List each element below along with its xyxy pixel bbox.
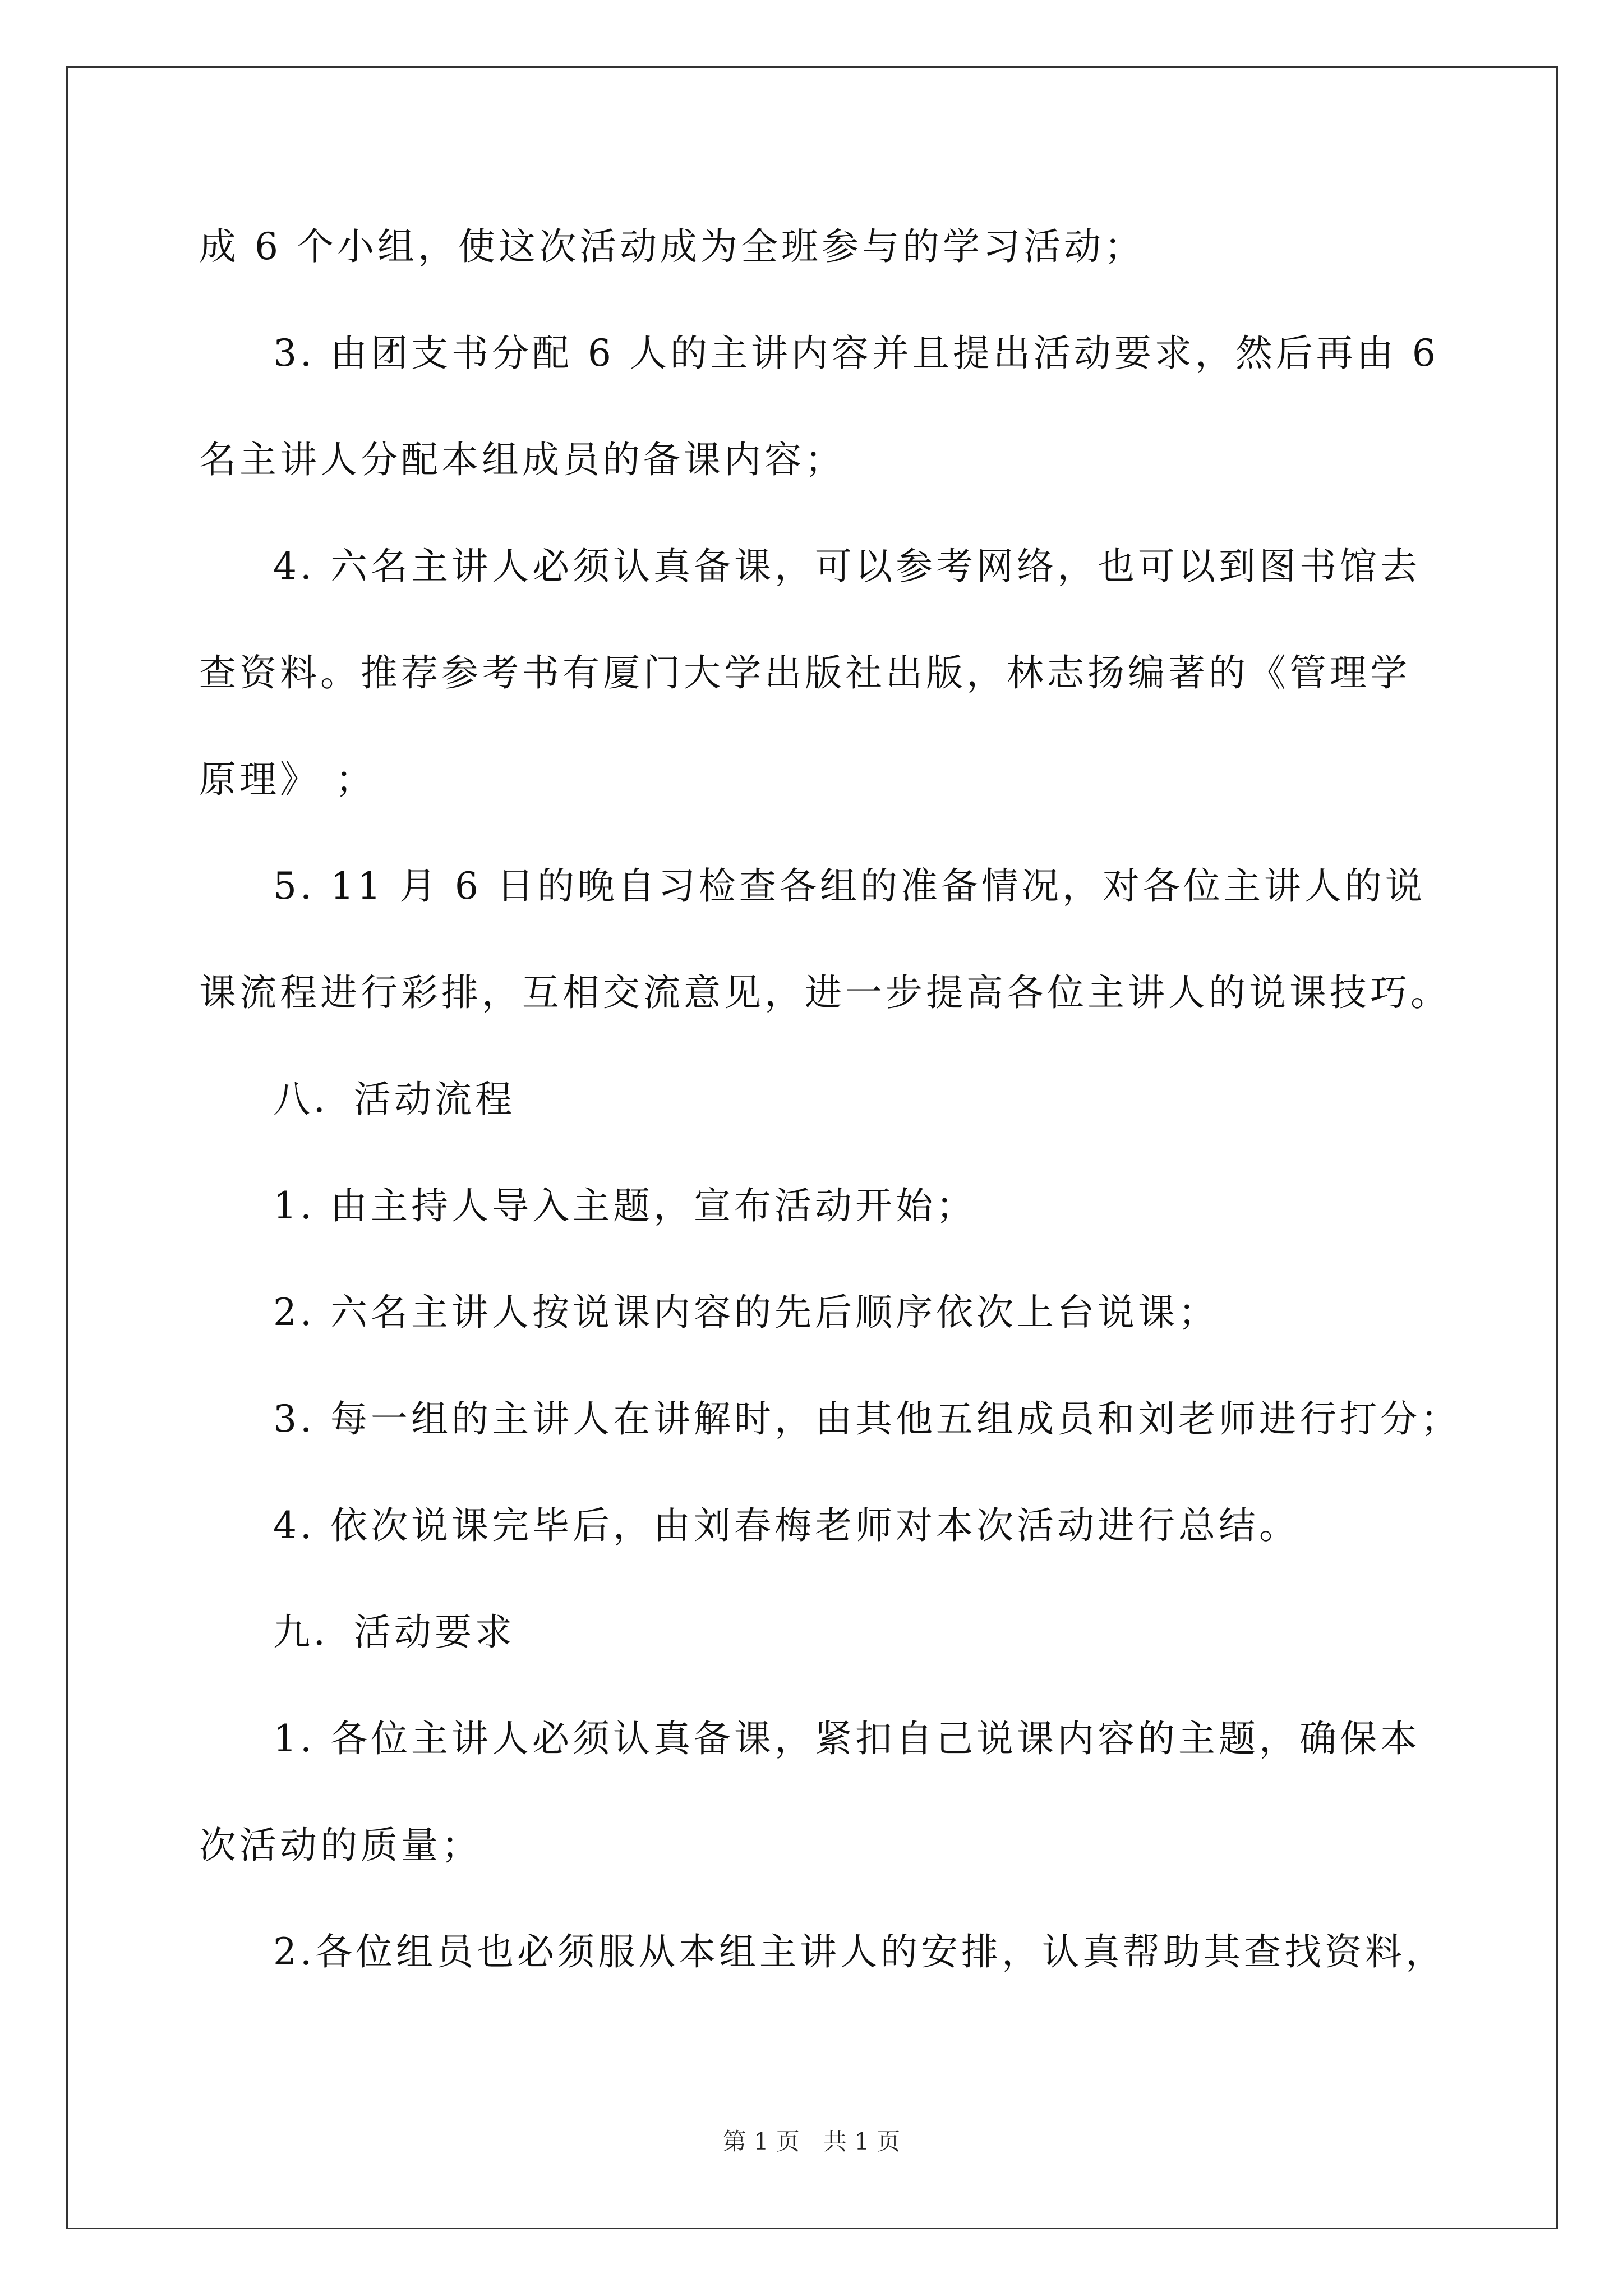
text-line-16: 次活动的质量；	[199, 1824, 482, 1867]
text-line-17: 2.各位组员也必须服从本组主讲人的安排，认真帮助其查找资料，	[273, 1930, 1446, 1973]
text-line-5: 查资料。推荐参考书有厦门大学出版社出版，林志扬编著的《管理学	[199, 651, 1410, 694]
text-line-6: 原理》 ；	[199, 758, 376, 801]
section-heading-9: 九．活动要求	[273, 1611, 515, 1654]
document-body	[199, 194, 1461, 2005]
text-line-2: 3. 由团支书分配 6 人的主讲内容并且提出活动要求，然后再由 6	[273, 332, 1439, 375]
section-heading-8: 八．活动流程	[273, 1078, 515, 1121]
text-line-11: 2. 六名主讲人按说课内容的先后顺序依次上台说课；	[273, 1291, 1219, 1334]
text-line-15: 1. 各位主讲人必须认真备课，紧扣自己说课内容的主题，确保本	[273, 1717, 1421, 1760]
text-line-1: 成 6 个小组，使这次活动成为全班参与的学习活动；	[199, 225, 1145, 268]
page-footer: 第 1 页 共 1 页	[722, 2128, 901, 2155]
text-line-10: 1. 由主持人导入主题，宣布活动开始；	[273, 1184, 976, 1227]
text-line-3: 名主讲人分配本组成员的备课内容；	[199, 438, 845, 481]
text-line-4: 4. 六名主讲人必须认真备课，可以参考网络，也可以到图书馆去	[273, 545, 1421, 588]
text-line-12: 3. 每一组的主讲人在讲解时，由其他五组成员和刘老师进行打分；	[273, 1397, 1461, 1441]
text-line-7: 5. 11 月 6 日的晚自习检查各组的准备情况，对各位主讲人的说	[273, 864, 1426, 908]
text-line-8: 课流程进行彩排，互相交流意见，进一步提高各位主讲人的说课技巧。	[199, 971, 1451, 1014]
text-line-13: 4. 依次说课完毕后，由刘春梅老师对本次活动进行总结。	[273, 1504, 1299, 1547]
